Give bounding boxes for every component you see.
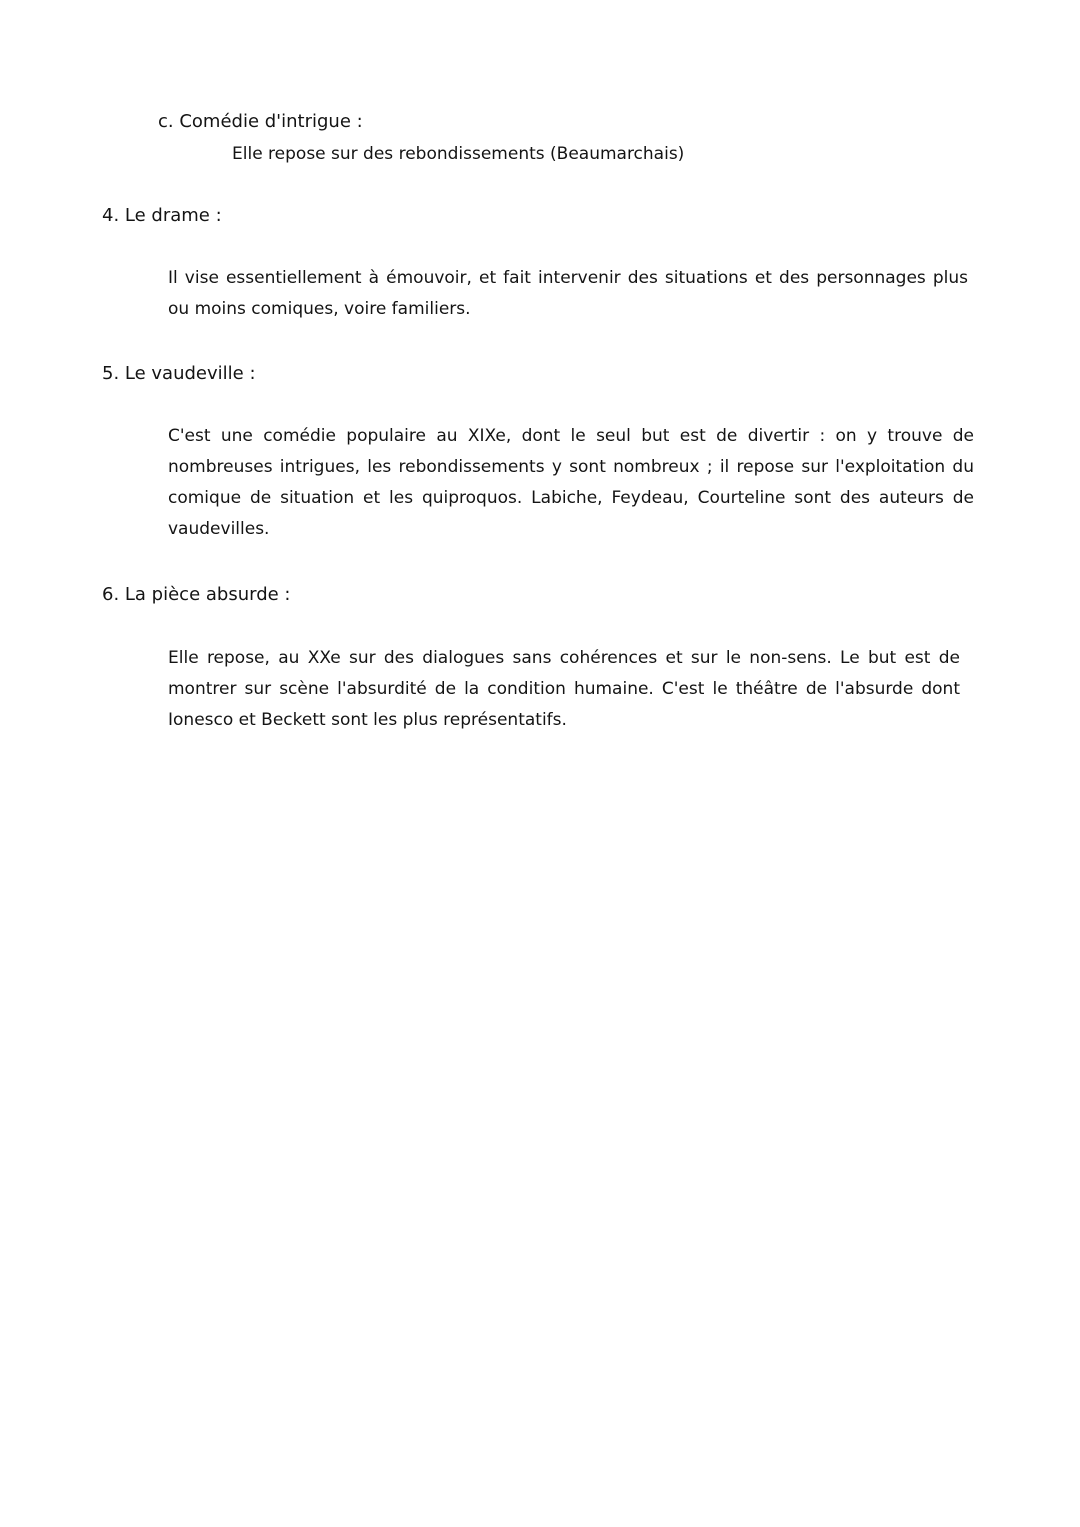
text-comedie-intrigue: Elle repose sur des rebondissements (Beaumarchais) bbox=[232, 144, 685, 164]
paragraph-vaudeville: C'est une comédie populaire au XIXe, dont le seul but est de divertir : on y trouve de nombreuses intrigues, les rebondissements y sont nombreux ; il repose sur l'exploitation du comique de situation et les quiproquos. Labiche, Feydeau, Courteline sont des auteurs de vaudevilles. bbox=[168, 426, 974, 539]
paragraph-drame: Il vise essentiellement à émouvoir, et fait intervenir des situations et des personnages plus ou moins comiques, voire familiers. bbox=[168, 268, 968, 319]
heading-piece-absurde: 6. La pièce absurde : bbox=[102, 584, 291, 605]
heading-vaudeville: 5. Le vaudeville : bbox=[102, 363, 256, 384]
paragraph-piece-absurde: Elle repose, au XXe sur des dialogues sans cohérences et sur le non-sens. Le but est de montrer sur scène l'absurdité de la condition humaine. C'est le théâtre de l'absurde dont Ionesco et Beckett sont les plus représentatifs. bbox=[168, 648, 960, 730]
heading-drame: 4. Le drame : bbox=[102, 205, 222, 226]
heading-comedie-intrigue: c. Comédie d'intrigue : bbox=[158, 111, 363, 132]
